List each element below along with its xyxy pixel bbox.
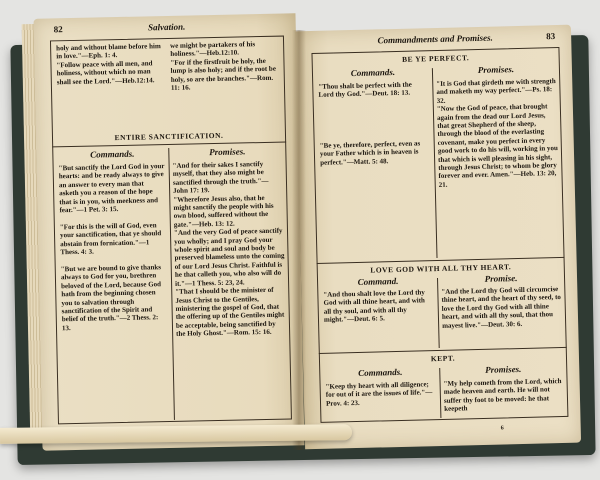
s3-commands-heading: Commands. [358, 366, 403, 378]
signature-mark: 6 [500, 425, 504, 432]
left-page-number: 82 [53, 24, 63, 35]
s3-promises-heading: Promises. [484, 364, 522, 375]
s2-promise-heading: Promise. [484, 273, 518, 284]
section-title-entire-sanctification: ENTIRE SANCTIFICATION. [114, 130, 224, 143]
right-running-title: Commandments and Promises. [377, 32, 493, 46]
s2-promise-text: "And the Lord thy God will circumcise thine heart, and the heart of thy seed, to love the Lord thy God with all thine heart, and with all thy soul, that thou mayest live."—Deut. 30: 6. [441, 285, 562, 330]
s1-promises-text: "It is God that girdeth me with strength and maketh my way perfect."—Ps. 18: 32. "Now the God of peace, that brought again from the dead our Lord Jesus, that great Shepherd of the sheep, through the blood of the everlasting covenant, make you perfect in every good work to do his will, working in you that which is well pleasing in his sight, through Jesus Christ; to whom be glory forever and ever. Amen."—Heb. 13: 20, 21. [436, 77, 558, 189]
section-title-be-ye-perfect: BE YE PERFECT. [401, 53, 470, 64]
section-title-kept: KEPT. [430, 353, 456, 364]
right-page [295, 25, 581, 450]
left-running-title: Salvation. [147, 21, 186, 33]
s2-command-heading: Command. [357, 275, 399, 287]
right-page-number: 83 [546, 31, 556, 42]
left-page [34, 13, 305, 450]
s1-commands-heading: Commands. [350, 67, 396, 79]
left-top-col-left: holy and without blame before him in love."—Eph. 1: 4. "Follow peace with all men, and holiness, without which no man shall see the Lord."—Heb.12:14. [56, 42, 161, 86]
s1-promises-heading: Promises. [477, 64, 515, 75]
promises-heading: Promises. [209, 146, 246, 158]
s3-commands-text: "Keep thy heart with all diligence; for out of it are the issues of life."—Prov. 4: 23. [325, 380, 433, 408]
commands-text: "But sanctify the Lord God in your hearts: and be ready always to give an answer to every man that asketh you a reason of the hope that is in you, with meekness and fear."—1 Pet. 3: 15. "For this is the will of God, even your sanctification, that ye should abstain from fornication."—1 Thess. 4: 3. "But we are bound to give thanks always to God for you, brethren beloved of the Lord, because God hath from the beginning chosen you to salvation through sanctification of the Spirit and belief of the truth."—2 Thess. 2: 13. [58, 162, 165, 332]
s2-command-text: "And thou shalt love the Lord thy God with all thine heart, and with all thy soul, and with all thy might."—Deut. 6: 5. [323, 288, 425, 325]
s1-commands-text: "Thou shalt be perfect with the Lord thy God."—Deut. 18: 13. "Be ye, therefore, perfect, even as your Father which is in heaven is perfect."—Matt. 5: 48. [318, 80, 421, 167]
commands-heading: Commands. [90, 148, 135, 160]
promises-text: "And for their sakes I sanctify myself, that they also might be sanctified through the truth."—John 17: 19. "Wherefore Jesus also, that he might sanctify the people with his own blood, suffered without the gate."—Heb. 13: 12. "And the very God of peace sanctify you wholly; and I pray God your whole spirit and soul and body be preserved blameless unto the coming of our Lord Jesus Christ. Faithful is he that calleth you, who also will do it."—1 Thess. 5: 23, 24. "That I should be the minister of Jesus Christ to the Gentiles, ministering the gospel of God, that the offering up of the Gentiles might be acceptable, being sanctified by the Holy Ghost."—Rom. 15: 16. [172, 160, 285, 338]
left-top-col-right: we might be partakers of his holiness."—Heb.12:10. "For if the firstfruit be holy, the lump is also holy; and if the root be holy, so are the branches."—Rom. 11: 16. [170, 40, 276, 92]
book-gutter-shadow [292, 30, 306, 450]
s3-promises-text: "My help cometh from the Lord, which made heaven and earth. He will not suffer thy foot to be moved: he that keepeth [443, 377, 562, 414]
section-title-love-god: LOVE GOD WITH ALL THY HEART. [370, 262, 512, 275]
